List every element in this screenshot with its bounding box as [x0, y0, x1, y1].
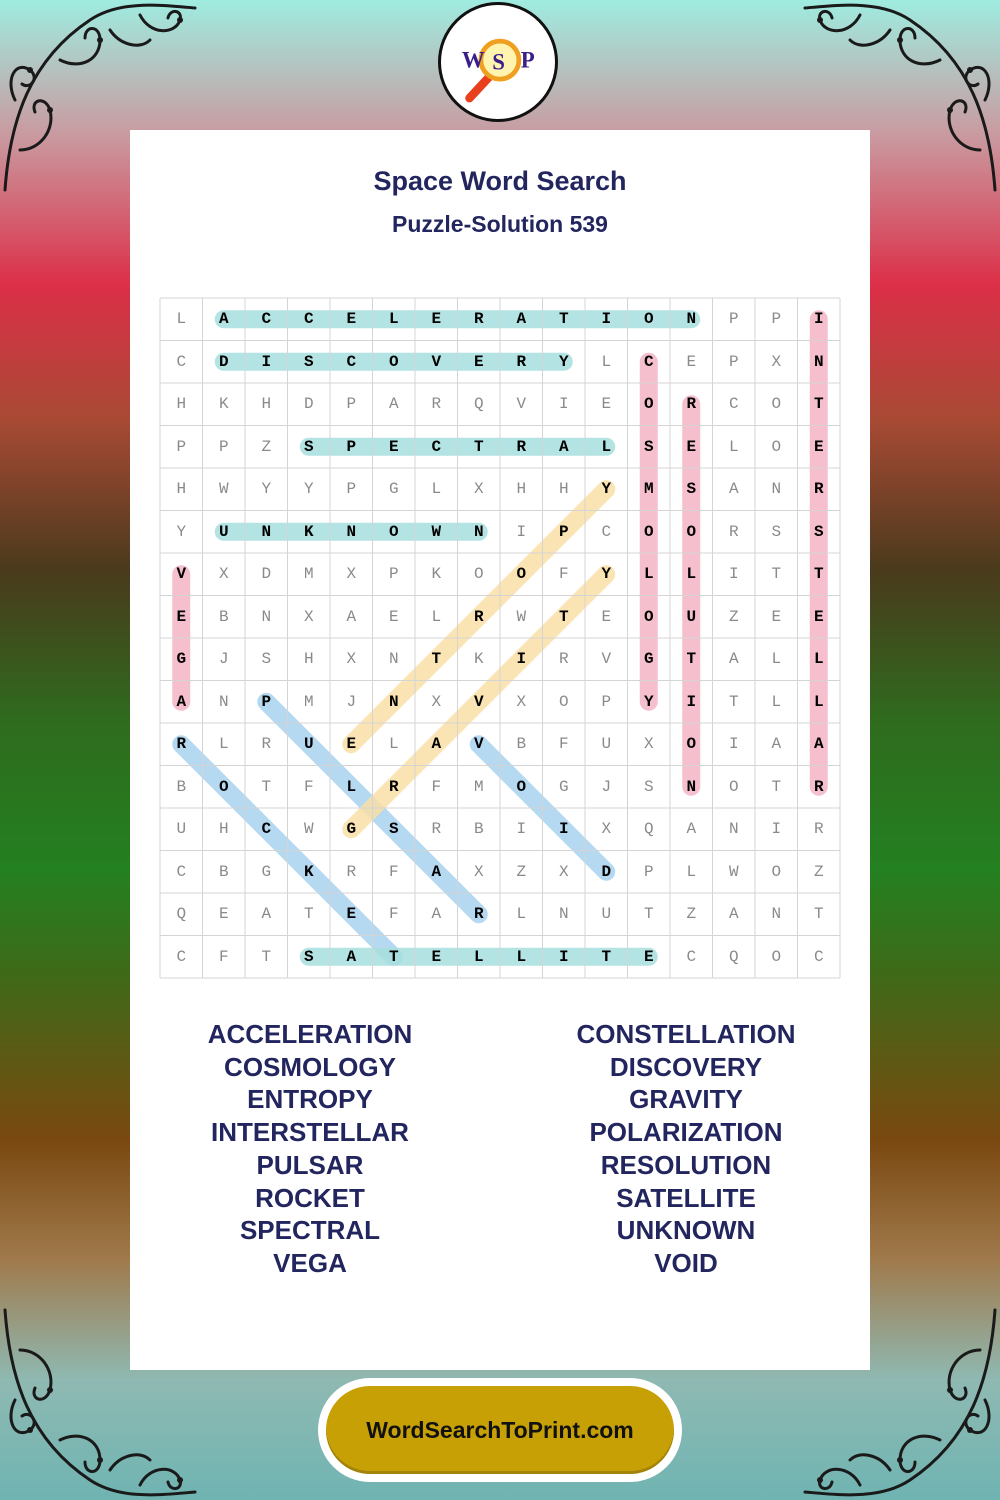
grid-cell: A: [176, 692, 187, 711]
grid-cell: F: [388, 905, 399, 924]
grid-cell: R: [728, 522, 739, 541]
grid-cell: B: [176, 777, 187, 796]
grid-cell: N: [346, 522, 357, 541]
grid-cell: I: [601, 310, 612, 329]
grid-cell: C: [261, 820, 272, 839]
grid-cell: R: [473, 607, 484, 626]
grid-cell: G: [176, 650, 187, 669]
grid-cell: H: [176, 395, 187, 414]
grid-cell: S: [813, 522, 824, 541]
grid-cell: N: [261, 607, 272, 626]
grid-cell: T: [473, 437, 484, 456]
grid-cell: I: [558, 820, 569, 839]
grid-cell: O: [771, 862, 782, 881]
grid-cell: O: [558, 692, 569, 711]
grid-cell: E: [388, 607, 399, 626]
grid-cell: L: [686, 862, 697, 881]
grid-cell: O: [643, 522, 654, 541]
grid-cell: O: [686, 735, 697, 754]
grid-cell: D: [261, 565, 272, 584]
grid-cell: N: [218, 692, 229, 711]
grid-cell: A: [388, 395, 399, 414]
grid-cell: S: [643, 777, 654, 796]
grid-cell: N: [558, 905, 569, 924]
grid-cell: E: [771, 607, 782, 626]
grid-cell: Z: [261, 437, 272, 456]
grid-cell: E: [601, 395, 612, 414]
grid-cell: T: [558, 607, 569, 626]
grid-cell: A: [346, 607, 357, 626]
grid-cell: T: [303, 905, 314, 924]
grid-cell: E: [388, 437, 399, 456]
grid-cell: F: [558, 565, 569, 584]
grid-cell: R: [431, 395, 442, 414]
grid-cell: A: [728, 905, 739, 924]
word-list-right-item: DISCOVERY: [609, 1051, 763, 1082]
grid-cell: H: [516, 480, 527, 499]
grid-cell: X: [516, 692, 527, 711]
grid-cell: L: [813, 650, 824, 669]
grid-cell: L: [516, 905, 527, 924]
grid-cell: H: [218, 820, 229, 839]
grid-cell: A: [813, 735, 824, 754]
grid-cell: G: [643, 650, 654, 669]
grid-cell: T: [728, 692, 739, 711]
grid-cell: T: [643, 905, 654, 924]
grid-cell: Q: [176, 905, 187, 924]
grid-cell: T: [261, 777, 272, 796]
grid-cell: Z: [516, 862, 527, 881]
grid-cell: X: [558, 862, 569, 881]
grid-cell: U: [176, 820, 187, 839]
grid-cell: R: [388, 777, 399, 796]
grid-cell: E: [813, 607, 824, 626]
logo-letter-p: P: [520, 47, 535, 73]
grid-cell: D: [601, 862, 612, 881]
grid-cell: U: [601, 905, 612, 924]
word-list-left-item: PULSAR: [256, 1149, 364, 1180]
grid-cell: L: [601, 352, 612, 371]
grid-cell: L: [771, 650, 782, 669]
grid-cell: C: [686, 947, 697, 966]
grid-cell: P: [728, 352, 739, 371]
grid-cell: G: [558, 777, 569, 796]
grid-cell: I: [728, 735, 739, 754]
grid-cell: A: [431, 735, 442, 754]
grid-cell: L: [388, 735, 399, 754]
word-list-left-item: ENTROPY: [247, 1084, 373, 1115]
grid-cell: K: [431, 565, 442, 584]
grid-cell: E: [218, 905, 229, 924]
grid-cell: D: [218, 352, 229, 371]
grid-cell: A: [728, 480, 739, 499]
grid-cell: L: [431, 607, 442, 626]
grid-cell: U: [601, 735, 612, 754]
grid-cell: M: [303, 692, 314, 711]
word-list-left-item: ACCELERATION: [207, 1019, 413, 1049]
logo-letter-s: S: [492, 49, 505, 75]
grid-cell: P: [346, 395, 357, 414]
grid-cell: Y: [261, 480, 272, 499]
grid-cell: I: [261, 352, 272, 371]
word-list-right: [506, 1018, 866, 1280]
grid-cell: O: [771, 437, 782, 456]
grid-cell: I: [558, 395, 569, 414]
grid-cell: V: [473, 735, 484, 754]
grid-cell: K: [303, 522, 314, 541]
grid-cell: E: [813, 437, 824, 456]
grid-cell: R: [516, 437, 527, 456]
grid-cell: A: [771, 735, 782, 754]
grid-cell: R: [431, 820, 442, 839]
puzzle-card: [130, 130, 870, 1370]
grid-cell: O: [388, 352, 399, 371]
grid-cell: E: [431, 947, 442, 966]
grid-cell: C: [346, 352, 357, 371]
grid-cell: W: [728, 862, 739, 881]
grid-cell: P: [601, 692, 612, 711]
grid-cell: R: [473, 310, 484, 329]
grid-cell: P: [346, 437, 357, 456]
grid-cell: P: [261, 692, 272, 711]
grid-cell: N: [388, 692, 399, 711]
grid-cell: Q: [728, 947, 739, 966]
grid-cell: T: [388, 947, 399, 966]
grid-cell: R: [176, 735, 187, 754]
word-list-left-item: COSMOLOGY: [224, 1051, 396, 1082]
grid-cell: R: [346, 862, 357, 881]
word-list-right-item: POLARIZATION: [589, 1117, 783, 1148]
grid-cell: N: [813, 352, 824, 371]
word-list-left-item: SPECTRAL: [239, 1215, 381, 1246]
grid-cell: P: [346, 480, 357, 499]
grid-cell: Y: [643, 692, 654, 711]
grid-cell: A: [728, 650, 739, 669]
grid-cell: K: [218, 395, 229, 414]
grid-cell: I: [728, 565, 739, 584]
grid-cell: N: [771, 905, 782, 924]
word-list-left: [130, 1018, 490, 1280]
grid-cell: L: [473, 947, 484, 966]
grid-cell: F: [558, 735, 569, 754]
grid-cell: Y: [601, 565, 612, 584]
grid-cell: C: [601, 522, 612, 541]
grid-cell: G: [346, 820, 357, 839]
grid-cell: O: [643, 310, 654, 329]
grid-cell: F: [388, 862, 399, 881]
grid-cell: X: [771, 352, 782, 371]
grid-cell: H: [261, 395, 272, 414]
grid-cell: N: [728, 820, 739, 839]
grid-cell: T: [431, 650, 442, 669]
grid-cell: A: [686, 820, 697, 839]
grid-cell: L: [686, 565, 697, 584]
grid-cell: L: [643, 565, 654, 584]
word-list-right-item: RESOLUTION: [600, 1149, 772, 1180]
grid-cell: N: [771, 480, 782, 499]
grid-cell: R: [686, 395, 697, 414]
grid-cell: S: [643, 437, 654, 456]
grid-cell: O: [643, 607, 654, 626]
grid-cell: A: [346, 947, 357, 966]
grid-cell: M: [643, 480, 654, 499]
grid-cell: I: [516, 522, 527, 541]
grid-cell: A: [261, 905, 272, 924]
grid-cell: C: [643, 352, 654, 371]
grid-cell: L: [813, 692, 824, 711]
word-list-right-item: VOID: [654, 1247, 718, 1278]
grid-cell: L: [388, 310, 399, 329]
grid-cell: Z: [728, 607, 739, 626]
grid-cell: X: [346, 650, 357, 669]
grid-cell: J: [346, 692, 357, 711]
grid-cell: A: [558, 437, 569, 456]
grid-cell: T: [686, 650, 697, 669]
grid-cell: L: [176, 310, 187, 329]
grid-cell: I: [516, 820, 527, 839]
grid-cell: T: [558, 310, 569, 329]
grid-cell: E: [431, 310, 442, 329]
grid-cell: S: [261, 650, 272, 669]
grid-cell: B: [218, 607, 229, 626]
word-list-right-item: GRAVITY: [629, 1084, 743, 1115]
grid-cell: H: [176, 480, 187, 499]
site-link-button[interactable]: WordSearchToPrint.com: [326, 1386, 674, 1474]
grid-cell: S: [771, 522, 782, 541]
word-list-left-item: ROCKET: [255, 1182, 365, 1213]
grid-cell: T: [771, 565, 782, 584]
grid-cell: R: [261, 735, 272, 754]
grid-cell: E: [473, 352, 484, 371]
grid-cell: J: [218, 650, 229, 669]
grid-cell: T: [771, 777, 782, 796]
grid-cell: I: [516, 650, 527, 669]
grid-cell: H: [303, 650, 314, 669]
grid-cell: P: [388, 565, 399, 584]
grid-cell: X: [473, 862, 484, 881]
grid-cell: P: [728, 310, 739, 329]
grid-cell: R: [473, 905, 484, 924]
grid-cell: E: [346, 905, 357, 924]
word-list-right-item: CONSTELLATION: [576, 1019, 796, 1049]
grid-cell: C: [176, 352, 187, 371]
grid-cell: N: [473, 522, 484, 541]
word-list-left-item: INTERSTELLAR: [211, 1117, 409, 1148]
grid-cell: P: [771, 310, 782, 329]
grid-cell: N: [388, 650, 399, 669]
grid-cell: B: [473, 820, 484, 839]
grid-cell: O: [516, 777, 527, 796]
grid-cell: P: [643, 862, 654, 881]
grid-cell: C: [176, 947, 187, 966]
grid-cell: B: [516, 735, 527, 754]
grid-cell: Y: [558, 352, 569, 371]
grid-cell: Y: [176, 522, 187, 541]
grid-cell: U: [686, 607, 697, 626]
grid-cell: L: [346, 777, 357, 796]
grid-cell: R: [516, 352, 527, 371]
grid-cell: O: [771, 947, 782, 966]
grid-cell: L: [218, 735, 229, 754]
grid-cell: O: [516, 565, 527, 584]
grid-cell: W: [218, 480, 229, 499]
grid-cell: V: [473, 692, 484, 711]
page-title: Space Word Search: [373, 166, 627, 196]
grid-cell: C: [261, 310, 272, 329]
grid-cell: M: [303, 565, 314, 584]
grid-cell: I: [686, 692, 697, 711]
grid-cell: X: [303, 607, 314, 626]
grid-cell: A: [431, 862, 442, 881]
grid-cell: V: [176, 565, 187, 584]
grid-cell: R: [813, 820, 824, 839]
grid-cell: E: [346, 735, 357, 754]
grid-cell: E: [176, 607, 187, 626]
grid-cell: L: [431, 480, 442, 499]
grid-cell: C: [303, 310, 314, 329]
word-list-right-item: SATELLITE: [616, 1182, 756, 1213]
grid-cell: Z: [686, 905, 697, 924]
grid-cell: O: [728, 777, 739, 796]
page-subtitle: Puzzle-Solution 539: [392, 211, 608, 237]
grid-cell: T: [813, 905, 824, 924]
grid-cell: I: [558, 947, 569, 966]
grid-cell: E: [686, 437, 697, 456]
grid-cell: Y: [601, 480, 612, 499]
grid-cell: L: [728, 437, 739, 456]
grid-cell: L: [516, 947, 527, 966]
grid-cell: B: [218, 862, 229, 881]
grid-cell: S: [303, 437, 314, 456]
grid-cell: O: [771, 395, 782, 414]
logo-letter-w: W: [461, 47, 485, 73]
grid-cell: V: [516, 395, 527, 414]
grid-cell: J: [601, 777, 612, 796]
grid-cell: S: [303, 947, 314, 966]
grid-cell: L: [771, 692, 782, 711]
grid-cell: E: [686, 352, 697, 371]
grid-cell: P: [218, 437, 229, 456]
grid-cell: S: [388, 820, 399, 839]
grid-cell: K: [473, 650, 484, 669]
grid-cell: P: [176, 437, 187, 456]
site-link-container: [318, 1378, 682, 1482]
grid-cell: T: [813, 395, 824, 414]
grid-cell: F: [303, 777, 314, 796]
grid-cell: Q: [473, 395, 484, 414]
grid-cell: K: [303, 862, 314, 881]
grid-cell: W: [516, 607, 527, 626]
grid-cell: I: [771, 820, 782, 839]
grid-cell: M: [473, 777, 484, 796]
grid-cell: X: [218, 565, 229, 584]
grid-cell: I: [813, 310, 824, 329]
grid-cell: Y: [303, 480, 314, 499]
grid-cell: T: [601, 947, 612, 966]
grid-cell: O: [388, 522, 399, 541]
grid-cell: W: [431, 522, 442, 541]
grid-cell: E: [643, 947, 654, 966]
grid-cell: X: [473, 480, 484, 499]
grid-cell: X: [431, 692, 442, 711]
grid-cell: V: [601, 650, 612, 669]
grid-cell: Z: [813, 862, 824, 881]
grid-cell: G: [261, 862, 272, 881]
grid-cell: X: [643, 735, 654, 754]
grid-cell: X: [601, 820, 612, 839]
grid-cell: N: [261, 522, 272, 541]
grid-cell: O: [643, 395, 654, 414]
grid-cell: S: [303, 352, 314, 371]
grid-cell: T: [261, 947, 272, 966]
grid-cell: U: [218, 522, 229, 541]
grid-cell: S: [686, 480, 697, 499]
grid-cell: A: [218, 310, 229, 329]
grid-cell: D: [303, 395, 314, 414]
grid-cell: W: [303, 820, 314, 839]
grid-cell: N: [686, 310, 697, 329]
grid-cell: V: [431, 352, 442, 371]
grid-cell: R: [813, 480, 824, 499]
grid-cell: P: [558, 522, 569, 541]
grid-cell: R: [558, 650, 569, 669]
grid-cell: Q: [643, 820, 654, 839]
grid-cell: A: [516, 310, 527, 329]
grid-cell: X: [346, 565, 357, 584]
grid-cell: N: [686, 777, 697, 796]
grid-cell: C: [176, 862, 187, 881]
grid-cell: C: [728, 395, 739, 414]
word-list-right-item: UNKNOWN: [616, 1215, 756, 1246]
grid-cell: A: [431, 905, 442, 924]
site-logo[interactable]: [438, 2, 558, 122]
grid-cell: E: [346, 310, 357, 329]
grid-cell: T: [813, 565, 824, 584]
grid-cell: L: [601, 437, 612, 456]
grid-cell: O: [686, 522, 697, 541]
grid-cell: U: [303, 735, 314, 754]
grid-cell: F: [431, 777, 442, 796]
grid-cell: F: [218, 947, 229, 966]
word-search-grid: [160, 298, 840, 978]
grid-cell: O: [218, 777, 229, 796]
grid-cell: C: [813, 947, 824, 966]
grid-cell: O: [473, 565, 484, 584]
grid-cell: H: [558, 480, 569, 499]
word-list-left-item: VEGA: [273, 1247, 347, 1278]
grid-cell: E: [601, 607, 612, 626]
grid-cell: G: [388, 480, 399, 499]
grid-cell: R: [813, 777, 824, 796]
grid-cell: C: [431, 437, 442, 456]
